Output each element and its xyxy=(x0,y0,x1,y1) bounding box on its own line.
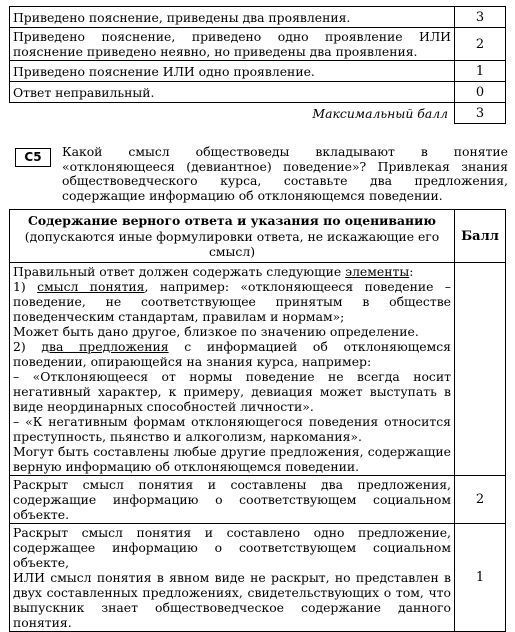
table-row xyxy=(10,28,506,61)
criterion-text: Приведено пояснение, приведено одно проявление ИЛИ пояснение приведено неявно, но приведены два проявления. xyxy=(10,28,455,61)
empty-score-cell xyxy=(455,263,506,476)
answer-element-1: 1) смысл понятия, например: «отклоняющееся поведение – поведение, не соответствующее принятым в обществе поведенческим стандартам, правилам и нормам»; xyxy=(13,279,452,324)
answer-example-2: – «К негативным формам отклоняющегося поведения относится преступность, пьянство и алкоголизм, наркомания». xyxy=(13,414,451,444)
criterion-line: Раскрыт смысл понятия и составлено одно предложение, содержащее информацию о соответствующем социальном объекте, xyxy=(13,525,451,570)
criterion-score: 2 xyxy=(455,28,506,61)
answer-example-1: – «Отклоняющееся от нормы поведение не всегда носит негативный характер, к примеру, девиация может выступать в виде неординарных способностей личности». xyxy=(13,369,451,414)
model-answer-row xyxy=(10,263,506,476)
criterion-score: 3 xyxy=(455,7,506,28)
scoring-table-top xyxy=(9,6,506,124)
table-row xyxy=(10,7,506,28)
answer-header xyxy=(10,210,455,263)
table-row xyxy=(10,82,506,103)
criterion-text: Приведено пояснение, приведены два проявления. xyxy=(10,7,455,28)
answer-intro: Правильный ответ должен содержать следующие элементы: xyxy=(13,264,414,279)
table-header-row xyxy=(10,210,506,263)
answer-element-2: 2) два предложения с информацией об отклоняющемся поведении, опирающейся на знания курса, например: xyxy=(13,339,452,369)
criterion-score: 0 xyxy=(455,82,506,103)
answer-header-note: (допускаются иные формулировки ответа, не искажающие его смысл) xyxy=(24,229,440,259)
criterion-score: 1 xyxy=(455,524,506,632)
task-id-badge: С5 xyxy=(15,148,51,167)
score-column-header: Балл xyxy=(455,210,506,263)
task-question: Какой смысл обществоведы вкладывают в понятие «отклоняющееся (девиантное) поведение»? Привлекая знания обществоведческого курса, составьте два предложения, содержащие информацию об отклоняющемся поведении. xyxy=(62,144,508,203)
criterion-text xyxy=(10,524,455,632)
table-row xyxy=(10,476,506,524)
criterion-text: Раскрыт смысл понятия и составлены два предложения, содержащие информацию о соответствующем социальном объекте. xyxy=(10,476,455,524)
model-answer xyxy=(10,263,455,476)
max-score-value: 3 xyxy=(455,103,506,124)
table-row xyxy=(10,524,506,632)
answer-closing-note: Могут быть составлены любые другие предложения, содержащие верную информацию об отклоняющемся поведении. xyxy=(13,444,451,474)
answer-element-1-note: Может быть дано другое, близкое по значению определение. xyxy=(13,324,419,339)
answer-header-title: Содержание верного ответа и указания по оцениванию xyxy=(28,213,436,228)
criterion-text: Приведено пояснение ИЛИ одно проявление. xyxy=(10,61,455,82)
table-row xyxy=(10,61,506,82)
criterion-score: 1 xyxy=(455,61,506,82)
max-score-label: Максимальный балл xyxy=(312,105,448,121)
criterion-line: ИЛИ смысл понятия в явном виде не раскрыт, но представлен в двух составленных предложениях, свидетельствующих о том, что выпускник знает обществоведческое содержание данного понятия. xyxy=(13,570,451,630)
criterion-text: Ответ неправильный. xyxy=(10,82,455,103)
answer-table xyxy=(9,209,506,632)
criterion-score: 2 xyxy=(455,476,506,524)
max-score-row xyxy=(10,103,506,124)
